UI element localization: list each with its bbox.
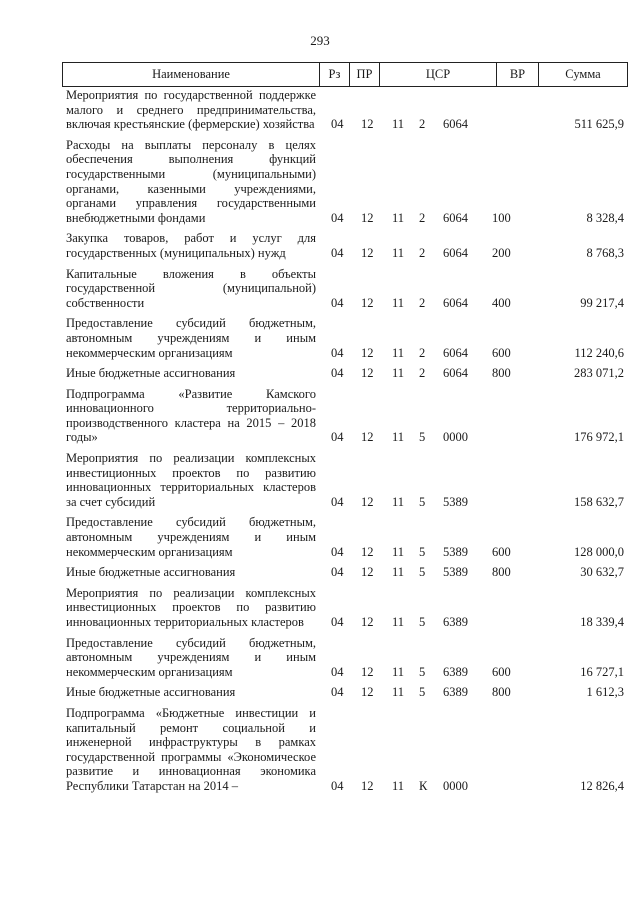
table-row (66, 515, 626, 559)
row-vr: 600 (492, 345, 511, 360)
row-name: Мероприятия по государственной поддержке малого и среднего предпринимательства, включая крестьянские (фермерские) хозяйства (66, 88, 316, 132)
row-vr: 800 (492, 366, 511, 381)
row-name: Иные бюджетные ассигнования (66, 565, 236, 580)
row-csr-subprogram: К (419, 778, 428, 793)
row-sum: 112 240,6 (574, 345, 624, 360)
row-csr-direction: 6064 (443, 295, 468, 310)
row-sum: 511 625,9 (574, 117, 624, 132)
row-csr-program: 11 (392, 565, 405, 580)
table-row (66, 565, 626, 580)
row-rz: 04 (331, 117, 344, 132)
row-csr-subprogram: 5 (419, 544, 426, 559)
row-pr: 12 (361, 494, 374, 509)
table-row (66, 231, 626, 260)
row-pr: 12 (361, 366, 374, 381)
row-name: Подпрограмма «Бюджетные инвестиции и капитальный ремонт социальной и инженерной инфраструктуры в рамках государственной программы «Экономическое развитие и инновационная экономика Республики Татарстан на 2014 – (66, 705, 316, 793)
row-csr-direction: 6389 (443, 615, 468, 629)
row-csr-direction: 6064 (443, 210, 468, 225)
row-csr-direction: 0000 (443, 778, 468, 793)
table-row (66, 88, 626, 132)
header-sum: Сумма (538, 63, 627, 86)
row-sum: 12 826,4 (580, 778, 624, 793)
table-row (66, 636, 626, 680)
row-csr-program: 11 (392, 615, 405, 629)
row-pr: 12 (361, 544, 374, 559)
row-rz: 04 (331, 366, 344, 381)
row-sum: 8 328,4 (586, 210, 624, 225)
row-csr-program: 11 (392, 345, 405, 360)
row-csr-subprogram: 5 (419, 685, 426, 700)
header-name: Наименование (152, 67, 230, 81)
row-csr-subprogram: 5 (419, 430, 426, 445)
row-csr-program: 11 (392, 494, 405, 509)
row-rz: 04 (331, 544, 344, 559)
row-pr: 12 (361, 345, 374, 360)
table-row (66, 267, 626, 311)
row-rz: 04 (331, 245, 344, 260)
table-row (66, 138, 626, 226)
row-csr-subprogram: 5 (419, 664, 426, 679)
row-rz: 04 (331, 685, 344, 700)
row-csr-subprogram: 5 (419, 494, 426, 509)
row-csr-subprogram: 2 (419, 345, 426, 360)
header-pr: ПР (349, 63, 379, 86)
row-csr-direction: 6064 (443, 245, 468, 260)
row-csr-direction: 5389 (443, 494, 468, 509)
row-sum: 18 339,4 (580, 615, 624, 629)
row-sum: 1 612,3 (586, 685, 624, 700)
row-sum: 176 972,1 (574, 430, 624, 445)
row-pr: 12 (361, 778, 374, 793)
row-csr-program: 11 (392, 685, 405, 700)
row-name: Предоставление субсидий бюджетным, автономным учреждениям и иным некоммерческим организациям (66, 635, 316, 679)
row-csr-direction: 6389 (443, 685, 468, 700)
row-sum: 128 000,0 (574, 544, 624, 559)
row-name: Подпрограмма «Развитие Камского инновационного территориально-производственного кластера на 2015 – 2018 годы» (66, 386, 316, 445)
row-sum: 283 071,2 (574, 366, 624, 381)
row-vr: 200 (492, 245, 511, 260)
row-name: Предоставление субсидий бюджетным, автономным учреждениям и иным некоммерческим организациям (66, 316, 316, 360)
row-csr-program: 11 (392, 117, 405, 132)
row-csr-subprogram: 2 (419, 245, 426, 260)
header-rz: Рз (319, 63, 349, 86)
row-name: Предоставление субсидий бюджетным, автономным учреждениям и иным некоммерческим организациям (66, 515, 316, 559)
row-name: Иные бюджетные ассигнования (66, 366, 236, 381)
row-pr: 12 (361, 664, 374, 679)
row-rz: 04 (331, 345, 344, 360)
row-sum: 8 768,3 (586, 245, 624, 260)
row-pr: 12 (361, 245, 374, 260)
row-csr-direction: 5389 (443, 544, 468, 559)
row-rz: 04 (331, 664, 344, 679)
page-number: 293 (310, 33, 330, 48)
table-row (66, 685, 626, 700)
row-vr: 100 (492, 210, 511, 225)
row-pr: 12 (361, 210, 374, 225)
table-row (66, 451, 626, 509)
row-name: Иные бюджетные ассигнования (66, 685, 236, 700)
row-csr-program: 11 (392, 295, 405, 310)
row-name: Расходы на выплаты персоналу в целях обеспечения выполнения функций государственными (муниципальными) органами, казенными учреждениями, органами управления государственными внебюджетными фондами (66, 137, 316, 225)
row-vr: 800 (492, 685, 511, 700)
row-sum: 16 727,1 (580, 664, 624, 679)
header-vr: ВР (496, 63, 538, 86)
table-row (66, 586, 626, 630)
row-csr-direction: 0000 (443, 430, 468, 445)
row-csr-subprogram: 2 (419, 295, 426, 310)
row-vr: 400 (492, 295, 511, 310)
row-name: Мероприятия по реализации комплексных инвестиционных проектов по развитию инновационных территориальных кластеров (66, 585, 316, 629)
row-csr-program: 11 (392, 664, 405, 679)
table-row (66, 316, 626, 360)
row-rz: 04 (331, 210, 344, 225)
row-sum: 99 217,4 (580, 295, 624, 310)
row-csr-direction: 6389 (443, 664, 468, 679)
row-csr-program: 11 (392, 430, 405, 445)
table-header (62, 62, 628, 87)
row-pr: 12 (361, 295, 374, 310)
row-csr-program: 11 (392, 366, 405, 381)
row-csr-program: 11 (392, 544, 405, 559)
row-pr: 12 (361, 430, 374, 445)
row-csr-direction: 6064 (443, 345, 468, 360)
row-pr: 12 (361, 685, 374, 700)
table-row (66, 706, 626, 794)
row-rz: 04 (331, 615, 344, 629)
row-rz: 04 (331, 430, 344, 445)
row-name: Капитальные вложения в объекты государственной (муниципальной) собственности (66, 266, 316, 310)
row-pr: 12 (361, 117, 374, 132)
row-csr-direction: 6064 (443, 117, 468, 132)
row-vr: 800 (492, 565, 511, 580)
row-rz: 04 (331, 295, 344, 310)
row-vr: 600 (492, 544, 511, 559)
row-csr-subprogram: 2 (419, 366, 426, 381)
row-pr: 12 (361, 615, 374, 629)
row-csr-direction: 6064 (443, 366, 468, 381)
row-vr: 600 (492, 664, 511, 679)
table-row (66, 387, 626, 445)
row-rz: 04 (331, 494, 344, 509)
row-sum: 158 632,7 (574, 494, 624, 509)
row-sum: 30 632,7 (580, 565, 624, 580)
row-csr-subprogram: 2 (419, 117, 426, 132)
row-rz: 04 (331, 778, 344, 793)
table-row (66, 366, 626, 381)
row-csr-subprogram: 2 (419, 210, 426, 225)
row-csr-program: 11 (392, 245, 405, 260)
row-csr-program: 11 (392, 210, 405, 225)
row-csr-subprogram: 5 (419, 615, 426, 629)
header-csr: ЦСР (379, 63, 496, 86)
row-csr-subprogram: 5 (419, 565, 426, 580)
row-name: Мероприятия по реализации комплексных инвестиционных проектов по развитию инновационных территориальных кластеров за счет субсидий (66, 451, 316, 509)
row-pr: 12 (361, 565, 374, 580)
row-csr-direction: 5389 (443, 565, 468, 580)
table-body (66, 88, 626, 800)
row-csr-program: 11 (392, 778, 405, 793)
row-rz: 04 (331, 565, 344, 580)
row-name: Закупка товаров, работ и услуг для государственных (муниципальных) нужд (66, 231, 316, 260)
